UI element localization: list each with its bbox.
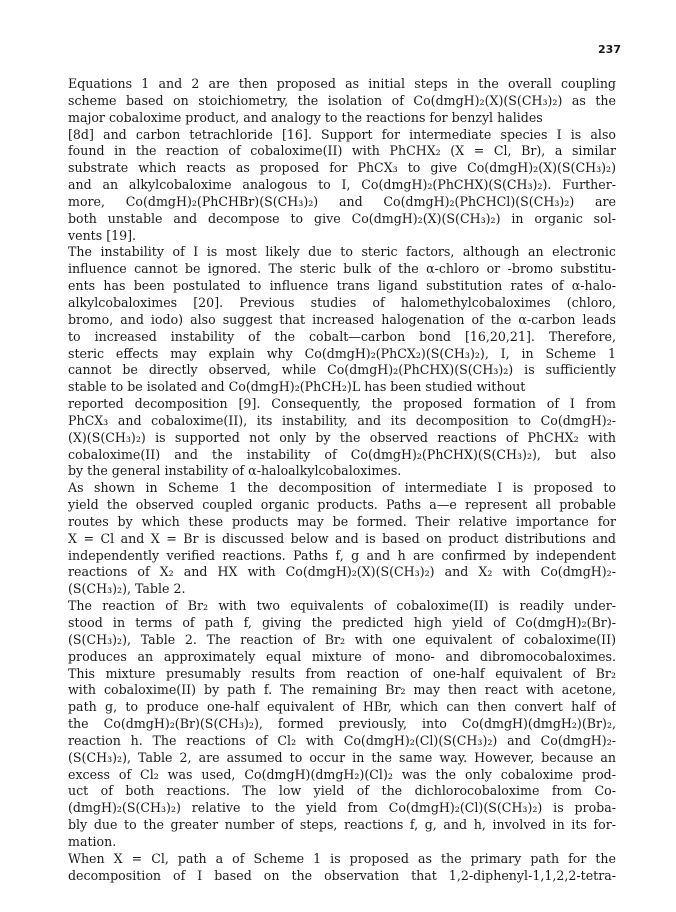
text-line: with cobaloxime(II) by path f. The remaining Br₂ may then react with acetone, bbox=[68, 682, 616, 698]
text-line: reactions of X₂ and HX with Co(dmgH)₂(X)(S(CH₃)₂) and X₂ with Co(dmgH)₂- bbox=[68, 564, 616, 580]
text-line: decomposition of I based on the observation that 1,2-diphenyl-1,1,2,2-tetra- bbox=[68, 867, 616, 883]
text-line: vents [19]. bbox=[68, 227, 137, 243]
page-number: 237 bbox=[598, 43, 621, 56]
text-line: (dmgH)₂(S(CH₃)₂) relative to the yield from Co(dmgH)₂(Cl)(S(CH₃)₂) is proba- bbox=[68, 800, 616, 816]
text-line: As shown in Scheme 1 the decomposition of intermediate I is proposed to bbox=[68, 480, 616, 496]
text-line: reported decomposition [9]. Consequently, the proposed formation of I from bbox=[68, 396, 616, 412]
text-line: both unstable and decompose to give Co(dmgH)₂(X)(S(CH₃)₂) in organic sol- bbox=[68, 210, 616, 226]
text-line: mation. bbox=[68, 833, 117, 849]
text-line: stable to be isolated and Co(dmgH)₂(PhCH₂)L has been studied without bbox=[68, 379, 526, 395]
text-line: routes by which these products may be formed. Their relative importance for bbox=[68, 513, 616, 529]
text-line: yield the observed coupled organic products. Paths a—e represent all probable bbox=[68, 497, 616, 513]
text-line: cannot be directly observed, while Co(dmgH)₂(PhCHX)(S(CH₃)₂) is sufficiently bbox=[68, 362, 616, 378]
text-line: influence cannot be ignored. The steric bulk of the α-chloro or -bromo substitu- bbox=[68, 261, 616, 277]
text-line: PhCX₃ and cobaloxime(II), its instability, and its decomposition to Co(dmgH)₂- bbox=[68, 412, 616, 428]
text-line: substrate which reacts as proposed for PhCX₃ to give Co(dmgH)₂(X)(S(CH₃)₂) bbox=[68, 160, 616, 176]
text-line: path g, to produce one-half equivalent of HBr, which can then convert half of bbox=[68, 699, 616, 715]
text-line: bly due to the greater number of steps, reactions f, g, and h, involved in its for- bbox=[68, 817, 616, 833]
text-line: scheme based on stoichiometry, the isolation of Co(dmgH)₂(X)(S(CH₃)₂) as the bbox=[68, 92, 616, 108]
text-line: reaction h. The reactions of Cl₂ with Co(dmgH)₂(Cl)(S(CH₃)₂) and Co(dmgH)₂- bbox=[68, 732, 616, 748]
text-line: excess of Cl₂ was used, Co(dmgH)(dmgH₂)(Cl)₂ was the only cobaloxime prod- bbox=[68, 766, 616, 782]
text-line: steric effects may explain why Co(dmgH)₂(PhCX₂)(S(CH₃)₂), I, in Scheme 1 bbox=[68, 345, 616, 361]
text-line: Equations 1 and 2 are then proposed as initial steps in the overall coupling bbox=[68, 76, 616, 91]
text-line: (S(CH₃)₂), Table 2, are assumed to occur in the same way. However, because an bbox=[68, 749, 616, 765]
text-line: and an alkylcobaloxime analogous to I, Co(dmgH)₂(PhCHX)(S(CH₃)₂). Further- bbox=[68, 177, 616, 193]
text-line: to increased instability of the cobalt—carbon bond [16,20,21]. Therefore, bbox=[68, 328, 616, 344]
text-line: uct of both reactions. The low yield of the dichlorocobaloxime from Co- bbox=[68, 783, 616, 799]
text-line: the Co(dmgH)₂(Br)(S(CH₃)₂), formed previously, into Co(dmgH)(dmgH₂)(Br)₂, bbox=[68, 716, 616, 732]
text-line: (S(CH₃)₂), Table 2. The reaction of Br₂ with one equivalent of cobaloxime(II) bbox=[68, 631, 616, 647]
text-line: stood in terms of path f, giving the predicted high yield of Co(dmgH)₂(Br)- bbox=[68, 615, 616, 630]
text-line: X = Cl and X = Br is discussed below and is based on product distributions and bbox=[68, 530, 616, 546]
text-line: When X = Cl, path a of Scheme 1 is proposed as the primary path for the bbox=[68, 850, 616, 866]
text-line: ents has been postulated to influence trans ligand substitution rates of α-halo- bbox=[68, 278, 616, 294]
text-line: (X)(S(CH₃)₂) is supported not only by the observed reactions of PhCHX₂ with bbox=[68, 429, 616, 445]
text-line: by the general instability of α-haloalkylcobaloximes. bbox=[68, 463, 402, 479]
text-line: found in the reaction of cobaloxime(II) with PhCHX₂ (X = Cl, Br), a similar bbox=[68, 143, 616, 159]
text-line: produces an approximately equal mixture of mono- and dibromocobaloximes. bbox=[68, 648, 616, 664]
text-line: independently verified reactions. Paths f, g and h are confirmed by independent bbox=[68, 547, 616, 563]
text-line: This mixture presumably results from reaction of one-half equivalent of Br₂ bbox=[68, 665, 616, 681]
text-line: alkylcobaloximes [20]. Previous studies of halomethylcobaloximes (chloro, bbox=[68, 294, 616, 310]
body-text bbox=[68, 76, 616, 885]
text-line: (S(CH₃)₂), Table 2. bbox=[68, 581, 186, 597]
text-line: [8d] and carbon tetrachloride [16]. Support for intermediate species I is also bbox=[68, 126, 616, 142]
text-line: The reaction of Br₂ with two equivalents of cobaloxime(II) is readily under- bbox=[68, 598, 616, 614]
text-line: The instability of I is most likely due to steric factors, although an electronic bbox=[68, 244, 616, 260]
text-line: major cobaloxime product, and analogy to the reactions for benzyl halides bbox=[68, 109, 543, 125]
text-line: cobaloxime(II) and the instability of Co(dmgH)₂(PhCHX)(S(CH₃)₂), but also bbox=[68, 446, 616, 462]
text-line: more, Co(dmgH)₂(PhCHBr)(S(CH₃)₂) and Co(dmgH)₂(PhCHCl)(S(CH₃)₂) are bbox=[68, 193, 616, 209]
text-line: bromo, and iodo) also suggest that increased halogenation of the α-carbon leads bbox=[68, 311, 616, 327]
